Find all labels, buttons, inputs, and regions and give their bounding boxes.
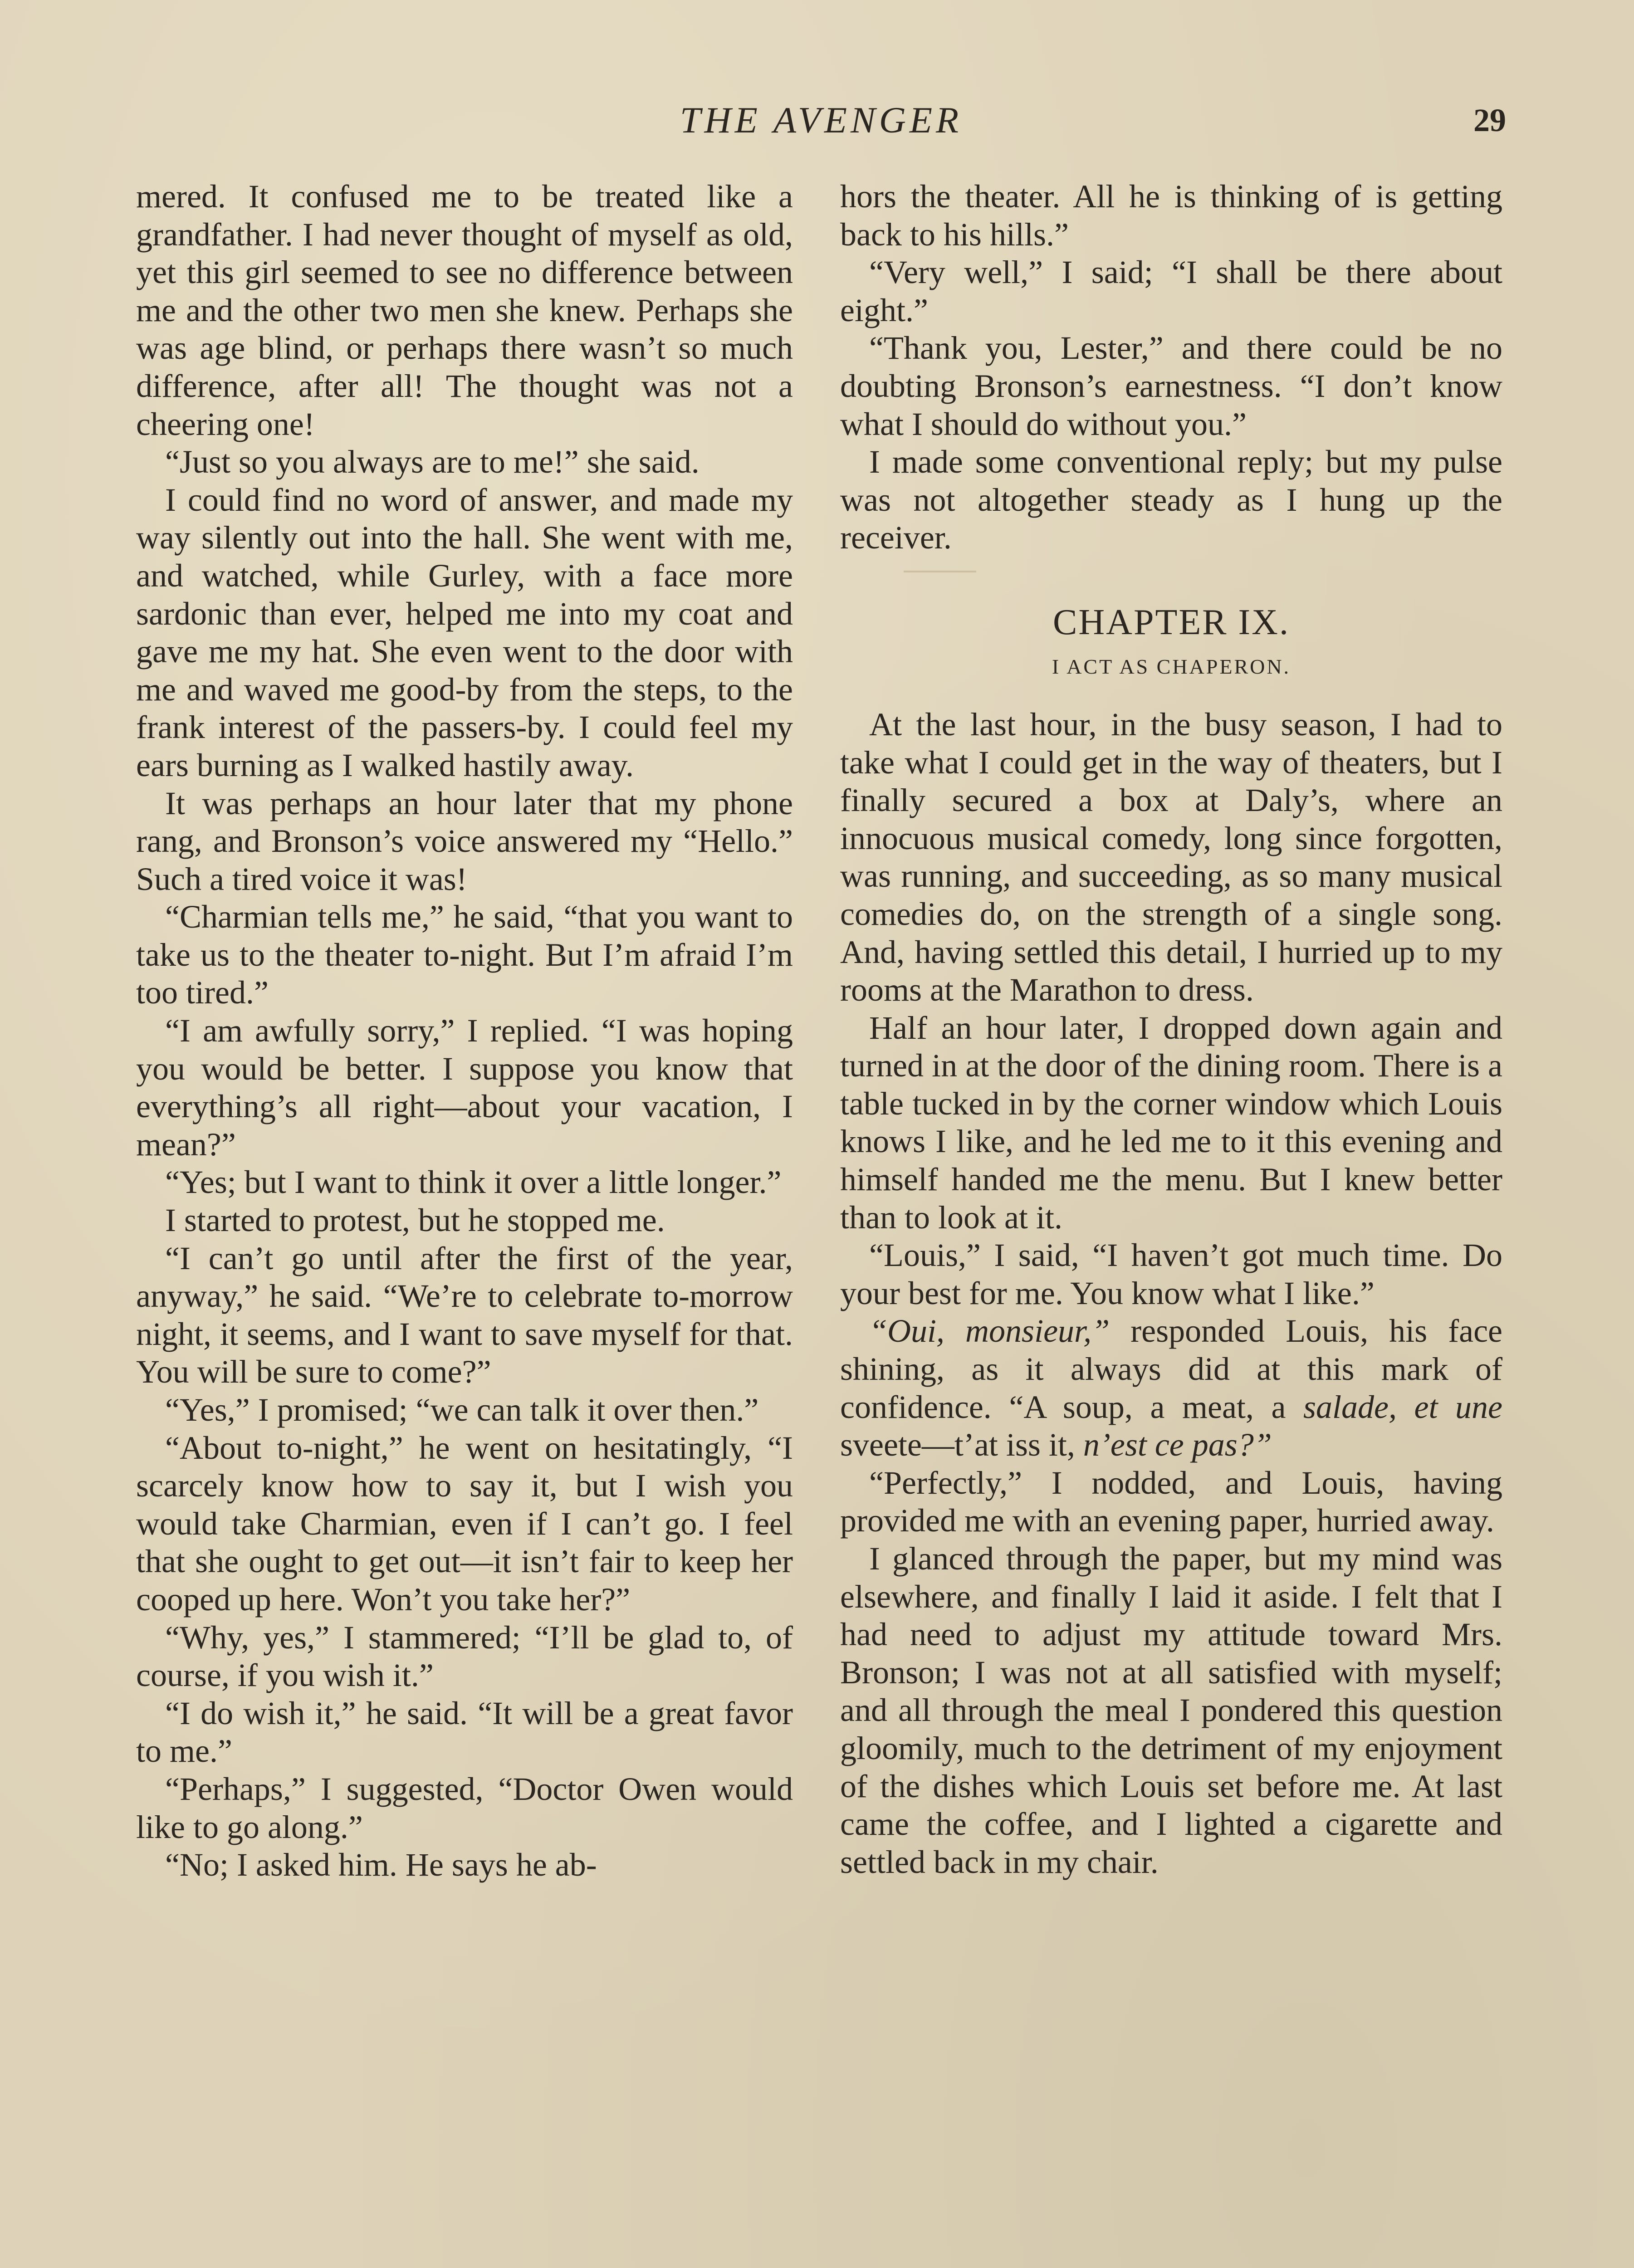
paragraph: I made some conventional reply; but my pulse was not altogether steady as I hung up the receiver. (840, 444, 1502, 556)
paragraph: “No; I asked him. He says he ab- (165, 1847, 597, 1883)
paragraph: It was perhaps an hour later that my phone rang, and Bronson’s voice answered my “Hello.” Such a tired voice it was! (136, 785, 793, 897)
paragraph: “Yes,” I promised; “we can talk it over then.” (165, 1392, 759, 1428)
section-divider (904, 571, 976, 572)
right-column (840, 178, 1502, 2268)
paragraph: mered. It confused me to be treated like a grandfather. I had never thought of myself as old, yet this girl seemed to see no difference between me and the other two men she knew. Perhaps she was age blind, or perhaps there wasn’t so much difference, after all! The thought was not a cheering one! (136, 178, 793, 442)
page-header (136, 95, 1506, 145)
paragraph: I started to protest, but he stopped me. (165, 1202, 665, 1239)
paragraph: “Very well,” I said; “I shall be there about eight.” (840, 254, 1502, 328)
paragraph: “Charmian tells me,” he said, “that you want to take us to the theater to-night. But I’m afraid I’m too tired.” (136, 899, 793, 1011)
left-column (136, 178, 793, 2268)
paragraph: “Why, yes,” I stammered; “I’ll be glad to, of course, if you wish it.” (136, 1619, 793, 1694)
text-run: sveete—t’at iss it, (840, 1427, 1083, 1463)
paragraph (840, 1312, 1502, 1464)
paragraph: “Louis,” I said, “I haven’t got much time. Do your best for me. You know what I like.” (840, 1237, 1502, 1311)
paragraph: “About to-night,” he went on hesitatingly, “I scarcely know how to say it, but I wish you would take Charmian, even if I can’t go. I feel that she ought to get out—it isn’t fair to keep her cooped up here. Won’t you take her?” (136, 1429, 793, 1618)
paragraph: “Just so you always are to me!” she said. (165, 444, 700, 480)
paragraph: Half an hour later, I dropped down again and turned in at the door of the dining room. There is a table tucked in by the corner window which Louis knows I like, and he led me to it this evening and himself handed me the menu. But I knew better than to look at it. (840, 1009, 1502, 1236)
text-run: responded Louis, his face shining, as it always did at this mark of confidence. “A soup, a meat, a (840, 1313, 1502, 1425)
italic-text: n’est ce pas?” (1083, 1427, 1272, 1463)
paragraph: “Yes; but I want to think it over a little longer.” (165, 1164, 782, 1201)
paragraph: “Perfectly,” I nodded, and Louis, having provided me with an evening paper, hurried away. (840, 1464, 1502, 1539)
paragraph: “I do wish it,” he said. “It will be a great favor to me.” (136, 1695, 793, 1769)
paragraph: I could find no word of answer, and made my way silently out into the hall. She went with me, and watched, while Gurley, with a face more sardonic than ever, helped me into my coat and gave me my hat. She even went to the door with me and waved me good-by from the steps, to the frank interest of the passers-by. I could feel my ears burning as I walked hastily away. (136, 481, 793, 783)
paragraph: “Perhaps,” I suggested, “Doctor Owen would like to go along.” (136, 1770, 793, 1845)
italic-text: salade, et une (1303, 1388, 1502, 1425)
paragraph: At the last hour, in the busy season, I had to take what I could get in the way of theaters, but I finally secured a box at Daly’s, where an innocuous musical comedy, long since forgotten, was running, and succeeding, as so many musical comedies do, on the strength of a single song. And, having settled this detail, I hurried up to my rooms at the Marathon to dress. (840, 706, 1502, 1008)
running-head: THE AVENGER (680, 99, 963, 141)
chapter-subtitle: I ACT AS CHAPERON. (1052, 655, 1291, 678)
italic-text: “Oui, monsieur,” (869, 1313, 1110, 1349)
paragraph: “Thank you, Lester,” and there could be no doubting Bronson’s earnestness. “I don’t know what I should do without you.” (840, 330, 1502, 442)
page-number: 29 (1473, 102, 1506, 138)
paragraph: “I can’t go until after the first of the year, anyway,” he said. “We’re to celebrate to-morrow night, it seems, and I want to save myself for that. You will be sure to come?” (136, 1240, 793, 1390)
paragraph: hors the theater. All he is thinking of is getting back to his hills.” (840, 178, 1502, 253)
chapter-title: CHAPTER IX. (1053, 602, 1290, 642)
paragraph: “I am awfully sorry,” I replied. “I was hoping you would be better. I suppose you know that everything’s all right—about your vacation, I mean?” (136, 1012, 793, 1163)
paragraph: I glanced through the paper, but my mind was elsewhere, and finally I laid it aside. I felt that I had need to adjust my attitude toward Mrs. Bronson; I was not at all satisfied with myself; and all through the meal I pondered this question gloomily, much to the detriment of my enjoyment of the dishes which Louis set before me. At last came the coffee, and I lighted a cigarette and settled back in my chair. (840, 1540, 1502, 1880)
